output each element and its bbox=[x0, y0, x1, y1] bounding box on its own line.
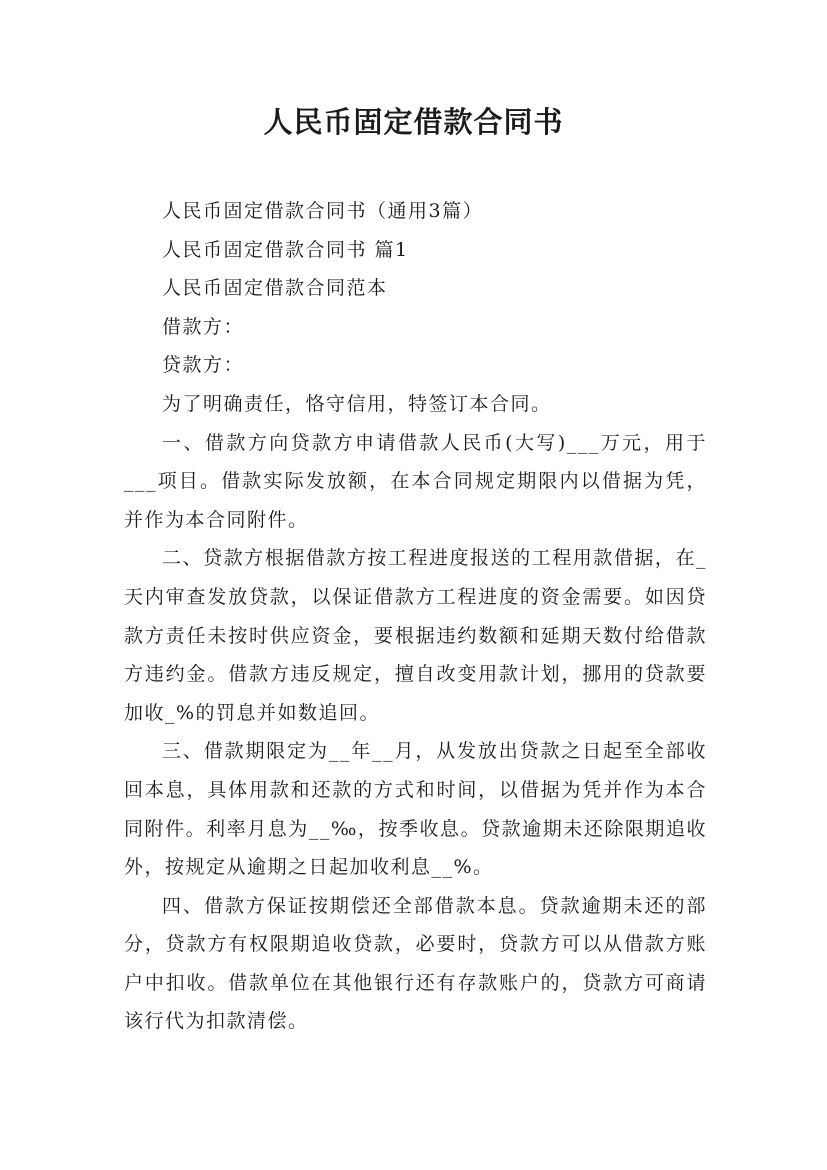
paragraph-lender: 贷款方： bbox=[162, 354, 245, 377]
document-title: 人民币固定借款合同书 bbox=[263, 105, 564, 139]
paragraph-borrower: 借款方： bbox=[162, 315, 245, 338]
paragraph-clause-1: 一、借款方向贷款方申请借款人民币(大写)___万元，用于___项目。借款实际发放额，在本合同规定期限内以借据为凭，并作为本合同附件。 bbox=[124, 431, 707, 531]
paragraph-section-heading: 人民币固定借款合同书 篇1 bbox=[162, 238, 409, 261]
paragraph-series-title: 人民币固定借款合同书（通用3篇） bbox=[162, 200, 484, 222]
paragraph-template-name: 人民币固定借款合同范本 bbox=[162, 277, 388, 300]
paragraph-clause-3: 三、借款期限定为__年__月，从发放出贷款之日起至全部收回本息，具体用款和还款的方式和时间，以借据为凭并作为本合同附件。利率月息为__‰，按季收息。贷款逾期未还除限期追收外，按规定从逾期之日起加收利息__%。 bbox=[124, 740, 707, 879]
paragraph-clause-2: 二、贷款方根据借款方按工程进度报送的工程用款借据，在_天内审查发放贷款，以保证借款方工程进度的资金需要。如因贷款方责任未按时供应资金，要根据违约数额和延期天数付给借款方违约金。借款方违反规定，擅自改变用款计划，挪用的贷款要加收_%的罚息并如数追回。 bbox=[124, 547, 707, 724]
document-body bbox=[124, 192, 707, 1041]
paragraph-clause-4: 四、借款方保证按期偿还全部借款本息。贷款逾期未还的部分，贷款方有权限期追收贷款，必要时，贷款方可以从借款方账户中扣收。借款单位在其他银行还有存款账户的，贷款方可商请该行代为扣款清偿。 bbox=[124, 894, 707, 1033]
paragraph-preamble: 为了明确责任，恪守信用，特签订本合同。 bbox=[162, 392, 552, 415]
